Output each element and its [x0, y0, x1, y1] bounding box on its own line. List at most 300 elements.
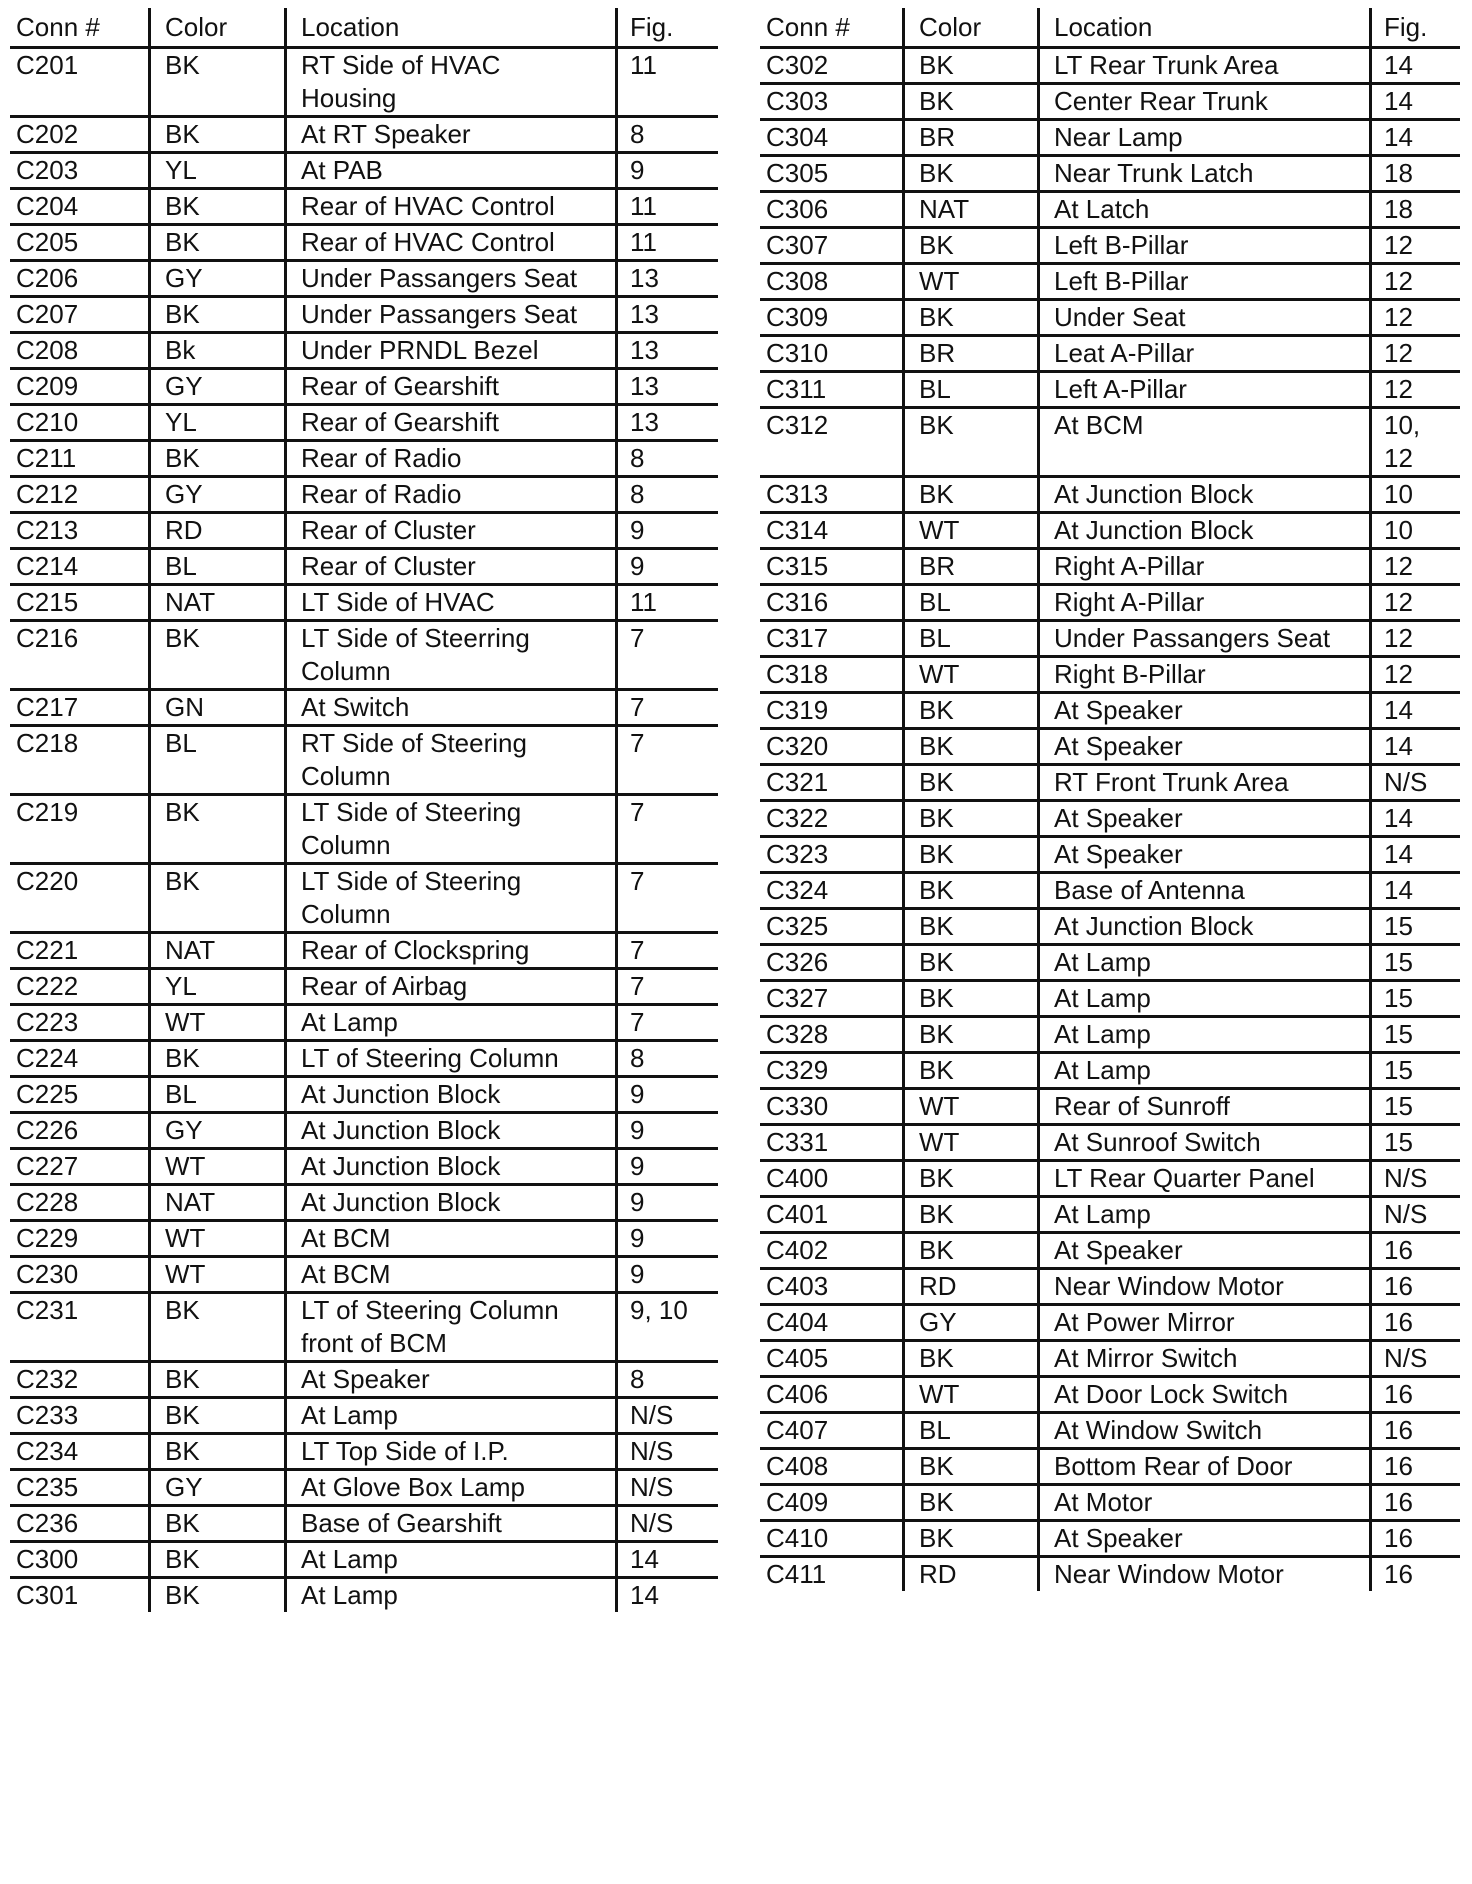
conn-cell: C205	[16, 227, 79, 257]
fig-cell: 12	[1369, 337, 1460, 370]
fig-cell: N/S	[615, 1507, 718, 1540]
conn-cell: C219	[16, 797, 79, 827]
conn-cell: C210	[16, 407, 79, 437]
table-row	[10, 550, 718, 586]
location-cell: At Power Mirror	[1037, 1306, 1369, 1339]
table-row	[760, 1054, 1460, 1090]
conn-cell: C408	[766, 1451, 829, 1481]
color-cell: GY	[148, 478, 284, 511]
location-cell: At Lamp	[284, 1543, 615, 1576]
conn-cell: C300	[16, 1544, 79, 1574]
table-row	[760, 1270, 1460, 1306]
fig-cell: 11	[615, 226, 718, 259]
table-row	[10, 298, 718, 334]
conn-cell: C330	[766, 1091, 829, 1121]
conn-cell: C236	[16, 1508, 79, 1538]
color-cell: BL	[902, 373, 1037, 406]
fig-cell: N/S	[1369, 766, 1460, 799]
fig-cell: N/S	[1369, 1162, 1460, 1195]
location-cell: Rear of Clockspring	[284, 934, 615, 967]
color-cell: YL	[148, 154, 284, 187]
table-row	[760, 301, 1460, 337]
table-row	[10, 370, 718, 406]
conn-cell: C214	[16, 551, 79, 581]
conn-cell: C307	[766, 230, 829, 260]
color-cell: GY	[148, 370, 284, 403]
color-cell: BK	[902, 1162, 1037, 1195]
fig-cell: 7	[615, 1006, 718, 1039]
color-cell: BK	[148, 796, 284, 862]
color-cell: BK	[902, 1522, 1037, 1555]
fig-cell: 14	[615, 1543, 718, 1576]
location-cell: At Glove Box Lamp	[284, 1471, 615, 1504]
conn-cell: C202	[16, 119, 79, 149]
table-row	[760, 337, 1460, 373]
conn-cell: C409	[766, 1487, 829, 1517]
color-cell: BR	[902, 550, 1037, 583]
table-row	[760, 1378, 1460, 1414]
color-cell: BR	[902, 121, 1037, 154]
fig-cell: 13	[615, 298, 718, 331]
conn-cell: C206	[16, 263, 79, 293]
location-cell: Left A-Pillar	[1037, 373, 1369, 406]
color-cell: GY	[148, 1471, 284, 1504]
table-row	[760, 1198, 1460, 1234]
location-cell: Rear of Cluster	[284, 514, 615, 547]
table-row	[10, 1363, 718, 1399]
conn-cell: C325	[766, 911, 829, 941]
color-cell: WT	[148, 1222, 284, 1255]
fig-cell: 18	[1369, 193, 1460, 226]
table-row	[760, 1162, 1460, 1198]
fig-cell: N/S	[1369, 1342, 1460, 1375]
location-cell: At Lamp	[284, 1006, 615, 1039]
conn-cell: C208	[16, 335, 79, 365]
fig-cell: 15	[1369, 982, 1460, 1015]
conn-cell: C231	[16, 1295, 79, 1325]
table-body	[760, 49, 1460, 1591]
color-cell: BK	[902, 1018, 1037, 1051]
color-cell: WT	[148, 1258, 284, 1291]
conn-cell: C403	[766, 1271, 829, 1301]
fig-cell: 7	[615, 865, 718, 931]
conn-cell: C230	[16, 1259, 79, 1289]
location-cell: Rear of Cluster	[284, 550, 615, 583]
fig-cell: 14	[1369, 85, 1460, 118]
table-row	[760, 193, 1460, 229]
fig-cell: 8	[615, 442, 718, 475]
location-cell: LT Top Side of I.P.	[284, 1435, 615, 1468]
table-row	[10, 1399, 718, 1435]
conn-cell: C310	[766, 338, 829, 368]
color-cell: BK	[148, 1543, 284, 1576]
fig-cell: 13	[615, 262, 718, 295]
location-cell: RT Side of HVAC Housing	[284, 49, 615, 115]
header-fig: Fig.	[1369, 8, 1460, 46]
fig-cell: 16	[1369, 1378, 1460, 1411]
conn-cell: C227	[16, 1151, 79, 1181]
location-cell: At Speaker	[284, 1363, 615, 1396]
conn-cell: C301	[16, 1580, 79, 1610]
location-cell: LT Side of HVAC	[284, 586, 615, 619]
fig-cell: 15	[1369, 1126, 1460, 1159]
color-cell: NAT	[148, 1186, 284, 1219]
table-row	[760, 1018, 1460, 1054]
fig-cell: 18	[1369, 157, 1460, 190]
table-row	[10, 1435, 718, 1471]
fig-cell: 11	[615, 190, 718, 223]
color-cell: BK	[902, 229, 1037, 262]
color-cell: BL	[148, 1078, 284, 1111]
conn-cell: C318	[766, 659, 829, 689]
fig-cell: 12	[1369, 229, 1460, 262]
location-cell: Under Passangers Seat	[284, 262, 615, 295]
location-cell: At PAB	[284, 154, 615, 187]
color-cell: WT	[902, 1090, 1037, 1123]
fig-cell: 8	[615, 1042, 718, 1075]
conn-cell: C229	[16, 1223, 79, 1253]
table-row	[10, 1150, 718, 1186]
connector-table-right	[760, 8, 1460, 1591]
conn-cell: C402	[766, 1235, 829, 1265]
fig-cell: 14	[1369, 874, 1460, 907]
table-row	[10, 478, 718, 514]
color-cell: WT	[148, 1006, 284, 1039]
location-cell: At Junction Block	[284, 1186, 615, 1219]
fig-cell: 10	[1369, 478, 1460, 511]
table-row	[10, 262, 718, 298]
location-cell: At Lamp	[284, 1399, 615, 1432]
fig-cell: 15	[1369, 1018, 1460, 1051]
conn-cell: C406	[766, 1379, 829, 1409]
conn-cell: C209	[16, 371, 79, 401]
table-row	[760, 910, 1460, 946]
table-row	[10, 586, 718, 622]
color-cell: GN	[148, 691, 284, 724]
fig-cell: 12	[1369, 301, 1460, 334]
location-cell: Near Lamp	[1037, 121, 1369, 154]
location-cell: At BCM	[284, 1222, 615, 1255]
location-cell: At Junction Block	[284, 1078, 615, 1111]
fig-cell: 12	[1369, 550, 1460, 583]
conn-cell: C201	[16, 50, 79, 80]
location-cell: Left B-Pillar	[1037, 265, 1369, 298]
conn-cell: C304	[766, 122, 829, 152]
fig-cell: 12	[1369, 622, 1460, 655]
conn-cell: C221	[16, 935, 79, 965]
location-cell: Near Trunk Latch	[1037, 157, 1369, 190]
conn-cell: C220	[16, 866, 79, 896]
table-row	[760, 1306, 1460, 1342]
table-row	[10, 1543, 718, 1579]
table-row	[760, 802, 1460, 838]
fig-cell: 11	[615, 49, 718, 115]
table-row	[760, 478, 1460, 514]
location-cell: Near Window Motor	[1037, 1558, 1369, 1591]
location-cell: At Motor	[1037, 1486, 1369, 1519]
table-row	[760, 157, 1460, 193]
location-cell: Right A-Pillar	[1037, 586, 1369, 619]
table-row	[760, 1126, 1460, 1162]
location-cell: At Junction Block	[284, 1150, 615, 1183]
table-row	[760, 658, 1460, 694]
color-cell: BK	[902, 874, 1037, 907]
conn-cell: C315	[766, 551, 829, 581]
location-cell: At Junction Block	[1037, 478, 1369, 511]
conn-cell: C234	[16, 1436, 79, 1466]
conn-cell: C311	[766, 374, 827, 404]
conn-cell: C225	[16, 1079, 79, 1109]
table-row	[760, 49, 1460, 85]
conn-cell: C407	[766, 1415, 829, 1445]
fig-cell: 7	[615, 970, 718, 1003]
header-location: Location	[284, 8, 615, 46]
table-row	[10, 406, 718, 442]
table-row	[760, 1522, 1460, 1558]
color-cell: BL	[148, 550, 284, 583]
table-row	[10, 226, 718, 262]
color-cell: BK	[148, 190, 284, 223]
location-cell: At Junction Block	[1037, 514, 1369, 547]
color-cell: BK	[148, 1435, 284, 1468]
color-cell: BK	[902, 1234, 1037, 1267]
color-cell: BK	[902, 409, 1037, 475]
location-cell: Under Passangers Seat	[284, 298, 615, 331]
table-row	[10, 1222, 718, 1258]
color-cell: BK	[148, 1042, 284, 1075]
fig-cell: 15	[1369, 946, 1460, 979]
fig-cell: 9	[615, 514, 718, 547]
table-row	[10, 796, 718, 865]
fig-cell: 9	[615, 1150, 718, 1183]
fig-cell: 16	[1369, 1306, 1460, 1339]
location-cell: LT Rear Quarter Panel	[1037, 1162, 1369, 1195]
conn-cell: C213	[16, 515, 79, 545]
fig-cell: 14	[1369, 49, 1460, 82]
location-cell: LT Side of Steerring Column	[284, 622, 615, 688]
fig-cell: 10, 12	[1369, 409, 1460, 475]
location-cell: At Door Lock Switch	[1037, 1378, 1369, 1411]
conn-cell: C312	[766, 410, 829, 440]
conn-cell: C235	[16, 1472, 79, 1502]
connector-table-left	[10, 8, 718, 1612]
location-cell: Rear of Gearshift	[284, 370, 615, 403]
conn-cell: C222	[16, 971, 79, 1001]
color-cell: BL	[902, 586, 1037, 619]
fig-cell: 7	[615, 691, 718, 724]
conn-cell: C401	[766, 1199, 829, 1229]
location-cell: At Junction Block	[1037, 910, 1369, 943]
color-cell: WT	[148, 1150, 284, 1183]
fig-cell: 9, 10	[615, 1294, 718, 1360]
location-cell: Near Window Motor	[1037, 1270, 1369, 1303]
fig-cell: 9	[615, 1258, 718, 1291]
conn-cell: C204	[16, 191, 79, 221]
table-row	[10, 1114, 718, 1150]
conn-cell: C207	[16, 299, 79, 329]
table-row	[10, 1006, 718, 1042]
fig-cell: N/S	[615, 1435, 718, 1468]
color-cell: BK	[902, 301, 1037, 334]
color-cell: BK	[148, 622, 284, 688]
color-cell: BK	[902, 1486, 1037, 1519]
conn-cell: C224	[16, 1043, 79, 1073]
fig-cell: 8	[615, 118, 718, 151]
conn-cell: C215	[16, 587, 79, 617]
table-row	[10, 1258, 718, 1294]
fig-cell: 7	[615, 934, 718, 967]
fig-cell: 12	[1369, 265, 1460, 298]
header-conn: Conn #	[16, 12, 100, 42]
color-cell: Bk	[148, 334, 284, 367]
conn-cell: C218	[16, 728, 79, 758]
conn-cell: C328	[766, 1019, 829, 1049]
location-cell: Base of Gearshift	[284, 1507, 615, 1540]
table-row	[760, 514, 1460, 550]
fig-cell: 7	[615, 796, 718, 862]
table-row	[10, 1042, 718, 1078]
table-row	[760, 1342, 1460, 1378]
conn-cell: C410	[766, 1523, 829, 1553]
fig-cell: 16	[1369, 1558, 1460, 1591]
location-cell: At RT Speaker	[284, 118, 615, 151]
color-cell: BK	[148, 226, 284, 259]
table-row	[760, 409, 1460, 478]
fig-cell: 16	[1369, 1450, 1460, 1483]
color-cell: WT	[902, 1126, 1037, 1159]
location-cell: LT Side of Steering Column	[284, 796, 615, 862]
table-header-row	[760, 8, 1460, 49]
conn-cell: C405	[766, 1343, 829, 1373]
conn-cell: C320	[766, 731, 829, 761]
fig-cell: 9	[615, 1078, 718, 1111]
table-row	[10, 118, 718, 154]
color-cell: BK	[148, 442, 284, 475]
conn-cell: C217	[16, 692, 79, 722]
table-row	[760, 265, 1460, 301]
color-cell: BK	[902, 1342, 1037, 1375]
fig-cell: 14	[615, 1579, 718, 1612]
header-color: Color	[148, 8, 284, 46]
color-cell: BK	[148, 865, 284, 931]
color-cell: BK	[902, 694, 1037, 727]
location-cell: LT Rear Trunk Area	[1037, 49, 1369, 82]
conn-cell: C305	[766, 158, 829, 188]
location-cell: Bottom Rear of Door	[1037, 1450, 1369, 1483]
color-cell: BK	[148, 1399, 284, 1432]
table-row	[760, 838, 1460, 874]
table-row	[10, 49, 718, 118]
conn-cell: C223	[16, 1007, 79, 1037]
table-row	[10, 334, 718, 370]
table-row	[760, 1450, 1460, 1486]
fig-cell: N/S	[615, 1471, 718, 1504]
location-cell: Under Seat	[1037, 301, 1369, 334]
location-cell: Leat A-Pillar	[1037, 337, 1369, 370]
location-cell: Right A-Pillar	[1037, 550, 1369, 583]
location-cell: Rear of Radio	[284, 442, 615, 475]
color-cell: BR	[902, 337, 1037, 370]
location-cell: At Window Switch	[1037, 1414, 1369, 1447]
location-cell: LT Side of Steering Column	[284, 865, 615, 931]
color-cell: BK	[148, 118, 284, 151]
conn-cell: C226	[16, 1115, 79, 1145]
table-row	[10, 727, 718, 796]
location-cell: At Junction Block	[284, 1114, 615, 1147]
conn-cell: C308	[766, 266, 829, 296]
color-cell: BK	[148, 49, 284, 115]
color-cell: GY	[148, 1114, 284, 1147]
table-row	[10, 1078, 718, 1114]
color-cell: WT	[902, 514, 1037, 547]
fig-cell: 15	[1369, 1054, 1460, 1087]
table-row	[10, 865, 718, 934]
fig-cell: 15	[1369, 1090, 1460, 1123]
location-cell: RT Front Trunk Area	[1037, 766, 1369, 799]
table-body	[10, 49, 718, 1612]
location-cell: Center Rear Trunk	[1037, 85, 1369, 118]
fig-cell: 14	[1369, 802, 1460, 835]
table-row	[760, 730, 1460, 766]
fig-cell: 12	[1369, 586, 1460, 619]
location-cell: Left B-Pillar	[1037, 229, 1369, 262]
fig-cell: 14	[1369, 730, 1460, 763]
color-cell: NAT	[148, 586, 284, 619]
table-row	[760, 874, 1460, 910]
location-cell: LT of Steering Column	[284, 1042, 615, 1075]
conn-cell: C321	[766, 767, 829, 797]
conn-cell: C314	[766, 515, 829, 545]
table-row	[10, 622, 718, 691]
conn-cell: C306	[766, 194, 829, 224]
location-cell: Under Passangers Seat	[1037, 622, 1369, 655]
table-row	[760, 586, 1460, 622]
location-cell: Base of Antenna	[1037, 874, 1369, 907]
location-cell: LT of Steering Column front of BCM	[284, 1294, 615, 1360]
location-cell: At Mirror Switch	[1037, 1342, 1369, 1375]
location-cell: Under PRNDL Bezel	[284, 334, 615, 367]
table-row	[760, 694, 1460, 730]
fig-cell: 7	[615, 622, 718, 688]
table-row	[760, 982, 1460, 1018]
table-row	[760, 85, 1460, 121]
color-cell: BK	[902, 730, 1037, 763]
location-cell: At Lamp	[1037, 1018, 1369, 1051]
conn-cell: C228	[16, 1187, 79, 1217]
conn-cell: C303	[766, 86, 829, 116]
fig-cell: N/S	[615, 1399, 718, 1432]
color-cell: BK	[902, 157, 1037, 190]
location-cell: At Lamp	[1037, 1198, 1369, 1231]
table-header-row	[10, 8, 718, 49]
color-cell: GY	[902, 1306, 1037, 1339]
color-cell: BK	[902, 85, 1037, 118]
header-color: Color	[902, 8, 1037, 46]
fig-cell: 11	[615, 586, 718, 619]
fig-cell: 9	[615, 550, 718, 583]
location-cell: At Lamp	[1037, 982, 1369, 1015]
location-cell: At Speaker	[1037, 1522, 1369, 1555]
location-cell: At Lamp	[284, 1579, 615, 1612]
conn-cell: C400	[766, 1163, 829, 1193]
color-cell: BK	[902, 1054, 1037, 1087]
table-row	[10, 190, 718, 226]
color-cell: WT	[902, 1378, 1037, 1411]
location-cell: Right B-Pillar	[1037, 658, 1369, 691]
fig-cell: 14	[1369, 121, 1460, 154]
table-row	[760, 1486, 1460, 1522]
fig-cell: 9	[615, 1186, 718, 1219]
